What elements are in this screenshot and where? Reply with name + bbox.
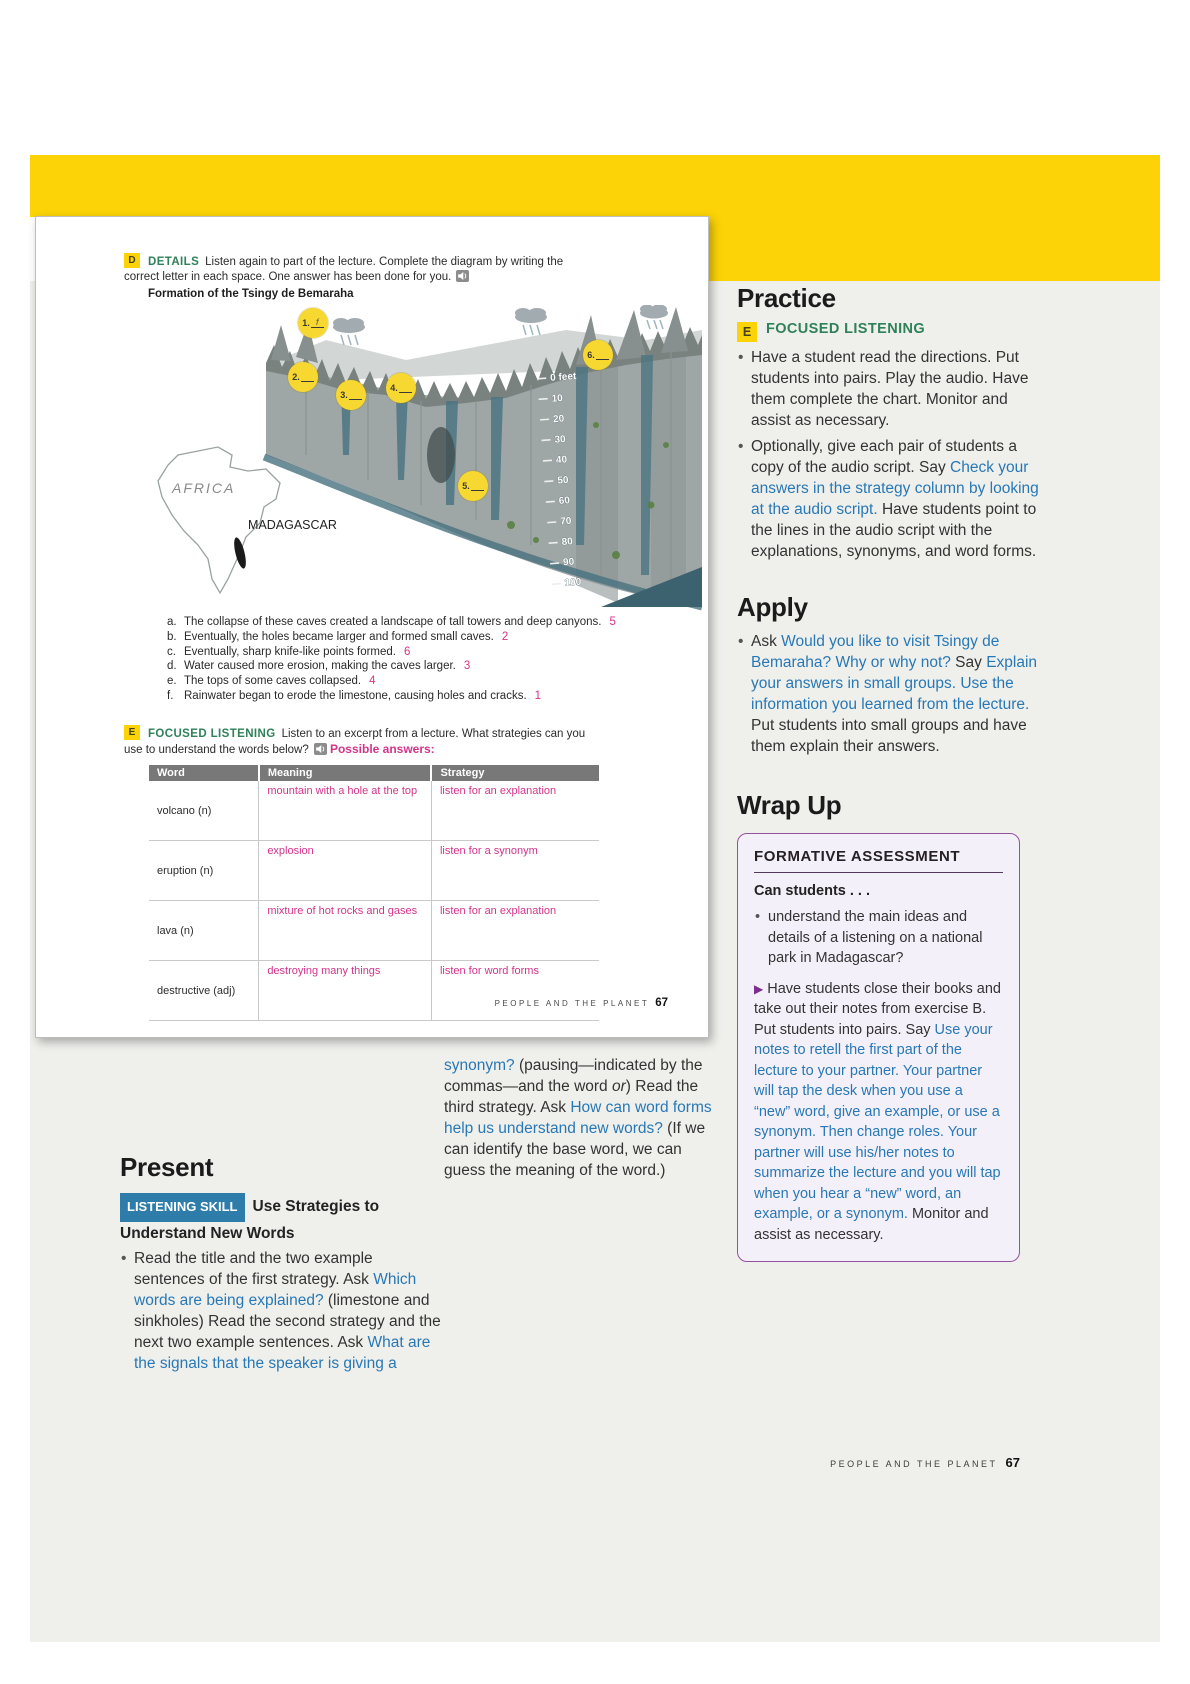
svg-text:0 feet: 0 feet [549, 371, 577, 384]
practice-bullet-1: • Have a student read the directions. Put students into pairs. Play the audio. Have them complete the chart. Monitor and assist as necessary. [737, 347, 1043, 431]
wrapup-heading: Wrap Up [737, 790, 842, 820]
present-bullet-1: • Read the title and the two example sentences of the first strategy. Ask Which words are being explained? (limestone and sinkholes) Read the second strategy and the next two example sentences. Ask What are the signals that the speaker is giving a [120, 1248, 446, 1374]
listening-skill-line [120, 1193, 420, 1246]
exercise-e [124, 725, 604, 758]
listening-skill-badge: LISTENING SKILL [120, 1193, 245, 1222]
exercise-d-badge: D [124, 253, 140, 268]
yellow-banner-right [706, 216, 1160, 282]
answer-item: d. Water caused more erosion, making the caves larger. 3 [167, 660, 471, 673]
callout-1: 1. f [298, 308, 328, 338]
diagram-title: Formation of the Tsingy de Bemaraha [148, 288, 354, 300]
svg-text:70: 70 [559, 515, 572, 528]
skill-title: Use Strategies to Understand New Words [120, 1198, 380, 1242]
formative-assessment-box [737, 833, 1020, 1262]
answer-value: 2 [501, 630, 509, 643]
tsingy-diagram [146, 305, 702, 613]
svg-text:80: 80 [561, 536, 574, 548]
audio-icon [314, 743, 327, 755]
answer-item: a. The collapse of these caves created a landscape of tall towers and deep canyons. 5 [167, 616, 616, 628]
formative-subtitle: Can students . . . [754, 883, 871, 899]
col-word: Word [149, 765, 259, 781]
svg-text:90: 90 [562, 556, 575, 569]
callout-4: 4. [386, 373, 416, 403]
exercise-e-instructions: Listen to an excerpt from a lecture. What strategies can you use to understand the words below? [124, 728, 586, 756]
audio-icon [456, 270, 469, 282]
col-strategy: Strategy [431, 765, 599, 781]
svg-text:40: 40 [555, 454, 568, 467]
exercise-d-instructions: Listen again to part of the lecture. Complete the diagram by writing the correct letter in each space. One answer has been done for you. [124, 256, 564, 283]
answer-value: 3 [463, 660, 471, 673]
callout-3: 3. [336, 380, 366, 410]
callout-6: 6. [583, 340, 613, 370]
exercise-e-title: FOCUSED LISTENING [148, 728, 276, 740]
apply-heading: Apply [737, 592, 808, 622]
table-header-row [149, 765, 599, 781]
answer-item: f. Rainwater began to erode the limestone, causing holes and cracks. 1 [167, 689, 542, 702]
answer-item: c. Eventually, sharp knife-like points formed. 6 [167, 645, 411, 658]
formative-activity: ▶ Have students close their books and take out their notes from exercise B. Put students into pairs. Say Use your notes to retell the first part of the lecture to your partner. Your partner will tap the desk when you use a “new” word, give an example, or use a synonym. Then change roles. Your partner will use his/her notes to summarize the lecture and you will tap when you hear a “new” word, an example, or a synonym. Monitor and assist as necessary. [754, 980, 1001, 1243]
answer-value: 5 [609, 616, 616, 628]
yellow-banner [30, 155, 1160, 217]
svg-text:20: 20 [552, 413, 565, 426]
exercise-d [124, 253, 594, 285]
table-row: lava (n) mixture of hot rocks and gases listen for an explanation [149, 901, 599, 961]
formative-title: FORMATIVE ASSESSMENT [754, 848, 1003, 873]
africa-label: AFRICA [172, 480, 236, 496]
answer-value: 4 [369, 675, 376, 688]
madagascar-label: MADAGASCAR [248, 518, 337, 532]
student-page-number: 67 [655, 997, 668, 1009]
callout-5: 5. [458, 471, 488, 501]
exercise-e-badge: E [737, 322, 757, 342]
table-row: volcano (n) mountain with a hole at the top listen for an explanation [149, 781, 599, 841]
possible-answers-label: Possible answers: [329, 742, 435, 756]
answer-value: 6 [404, 645, 411, 658]
svg-text:100: 100 [564, 576, 582, 589]
page-footer: PEOPLE AND THE PLANET 67 [830, 1455, 1020, 1470]
callout-2: 2. [288, 362, 318, 392]
answer-item: b. Eventually, the holes became larger and formed small caves. 2 [167, 630, 509, 643]
svg-text:10: 10 [551, 393, 564, 405]
svg-text:60: 60 [558, 495, 571, 508]
answer-value: 1 [534, 689, 542, 702]
apply-bullet-1: • Ask Would you like to visit Tsingy de Bemaraha? Why or why not? Say Explain your answers in small groups. Use the information you learned from the lecture. Put students into small groups and have them explain their answers. [737, 631, 1043, 757]
answer-item: e. The tops of some caves collapsed. 4 [167, 675, 376, 688]
exercise-e-badge: E [124, 725, 140, 740]
svg-text:50: 50 [557, 474, 569, 487]
practice-exercise-ref: E FOCUSED LISTENING [737, 320, 925, 342]
table-row: destructive (adj) destroying many things listen for word forms [149, 961, 599, 1021]
present-heading: Present [120, 1152, 214, 1182]
answer-list [167, 615, 667, 704]
student-page-footer: PEOPLE AND THE PLANET 67 [494, 997, 668, 1009]
col-meaning: Meaning [259, 765, 432, 781]
arrow-icon: ▶ [754, 981, 764, 996]
exercise-d-title: DETAILS [148, 256, 200, 268]
student-book-page [35, 216, 709, 1038]
table-row: eruption (n) explosion listen for a synonym [149, 841, 599, 901]
practice-bullet-2: • Optionally, give each pair of students a copy of the audio script. Say Check your answers in the strategy column by looking at the audio script. Have students point to the lines in the audio script with the explanations, synonyms, and word forms. [737, 436, 1043, 562]
formative-bullet: • understand the main ideas and details of a listening on a national park in Madagascar? [754, 907, 1003, 969]
vocabulary-table [149, 765, 599, 1021]
practice-heading: Practice [737, 283, 836, 313]
present-continuation: synonym? (pausing—indicated by the commas—and the word or) Read the third strategy. Ask How can word forms help us understand new words? (If we can identify the base word, we can guess the meaning of the word.) [444, 1057, 712, 1179]
svg-text:30: 30 [554, 433, 567, 446]
page-number: 67 [1005, 1455, 1020, 1470]
tsingy-illustration [146, 305, 702, 613]
